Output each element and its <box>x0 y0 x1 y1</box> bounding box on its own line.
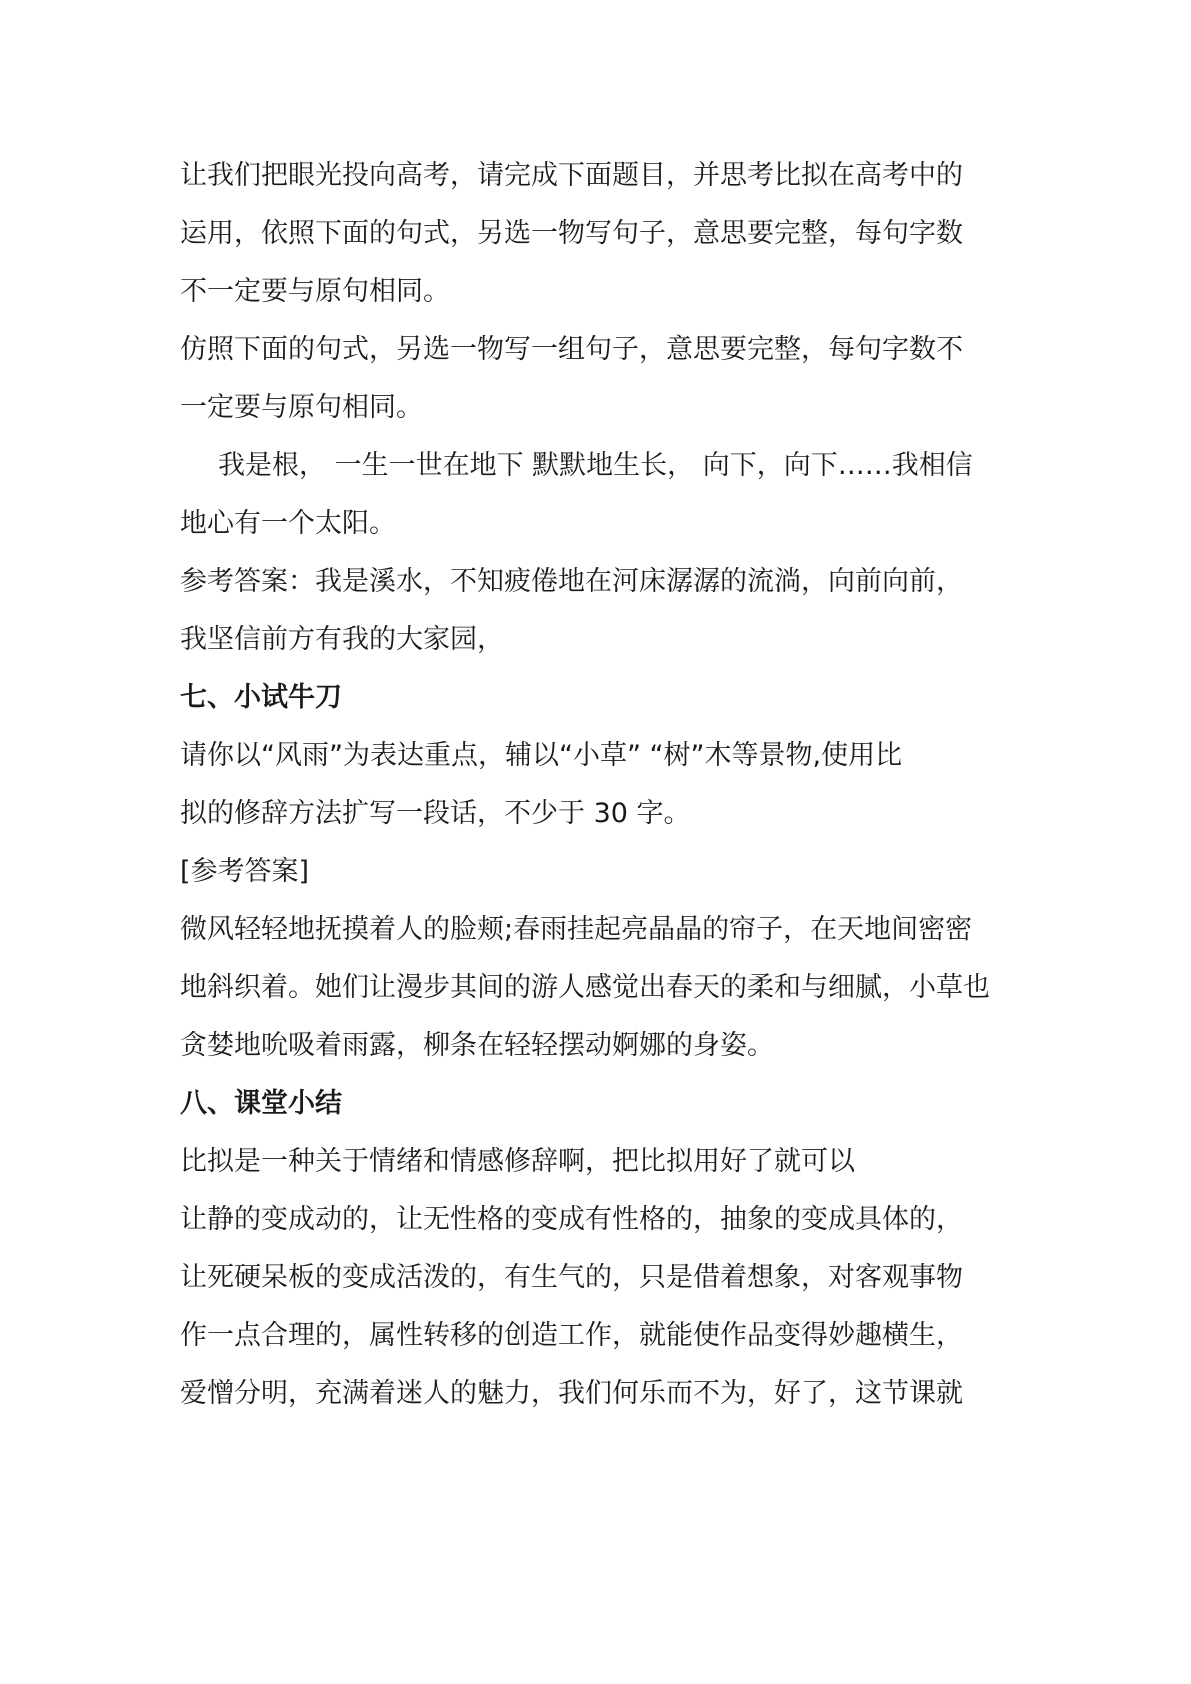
poem-line: 我是根， 一生一世在地下 默默地生长， 向下，向下……我相信 <box>218 450 973 481</box>
answer-line: 微风轻轻地抚摸着人的脸颊;春雨挂起亮晶晶的帘子，在天地间密密 <box>180 914 973 945</box>
paragraph-line: 不一定要与原句相同。 <box>180 276 450 307</box>
paragraph-line: 让静的变成动的，让无性格的变成有性格的，抽象的变成具体的， <box>180 1204 963 1235</box>
paragraph-line: 作一点合理的，属性转移的创造工作，就能使作品变得妙趣横生， <box>180 1320 963 1351</box>
answer-line: 参考答案：我是溪水，不知疲倦地在河床潺潺的流淌，向前向前， <box>180 566 963 597</box>
answer-line: 我坚信前方有我的大家园， <box>180 624 504 655</box>
paragraph-line: 运用，依照下面的句式，另选一物写句子，意思要完整，每句字数 <box>180 218 963 249</box>
paragraph-line: 让死硬呆板的变成活泼的，有生气的，只是借着想象，对客观事物 <box>180 1262 963 1293</box>
paragraph-line: 仿照下面的句式，另选一物写一组句子，意思要完整，每句字数不 <box>180 334 963 365</box>
paragraph-line: 比拟是一种关于情绪和情感修辞啊，把比拟用好了就可以 <box>180 1146 855 1177</box>
answer-label: [参考答案] <box>180 856 310 887</box>
answer-line: 贪婪地吮吸着雨露，柳条在轻轻摆动婀娜的身姿。 <box>180 1030 774 1061</box>
paragraph-line: 一定要与原句相同。 <box>180 392 423 423</box>
paragraph-line: 爱憎分明，充满着迷人的魅力，我们何乐而不为，好了，这节课就 <box>180 1378 963 1409</box>
paragraph-line: 让我们把眼光投向高考，请完成下面题目，并思考比拟在高考中的 <box>180 160 963 191</box>
section-heading-7: 七、小试牛刀 <box>180 682 342 713</box>
poem-line: 地心有一个太阳。 <box>180 508 396 539</box>
section-heading-8: 八、课堂小结 <box>180 1088 342 1119</box>
answer-line: 地斜织着。她们让漫步其间的游人感觉出春天的柔和与细腻，小草也 <box>180 972 990 1003</box>
paragraph-line: 拟的修辞方法扩写一段话，不少于 30 字。 <box>180 798 691 829</box>
paragraph-line: 请你以“风雨”为表达重点，辅以“小草” “树”木等景物,使用比 <box>180 740 903 771</box>
